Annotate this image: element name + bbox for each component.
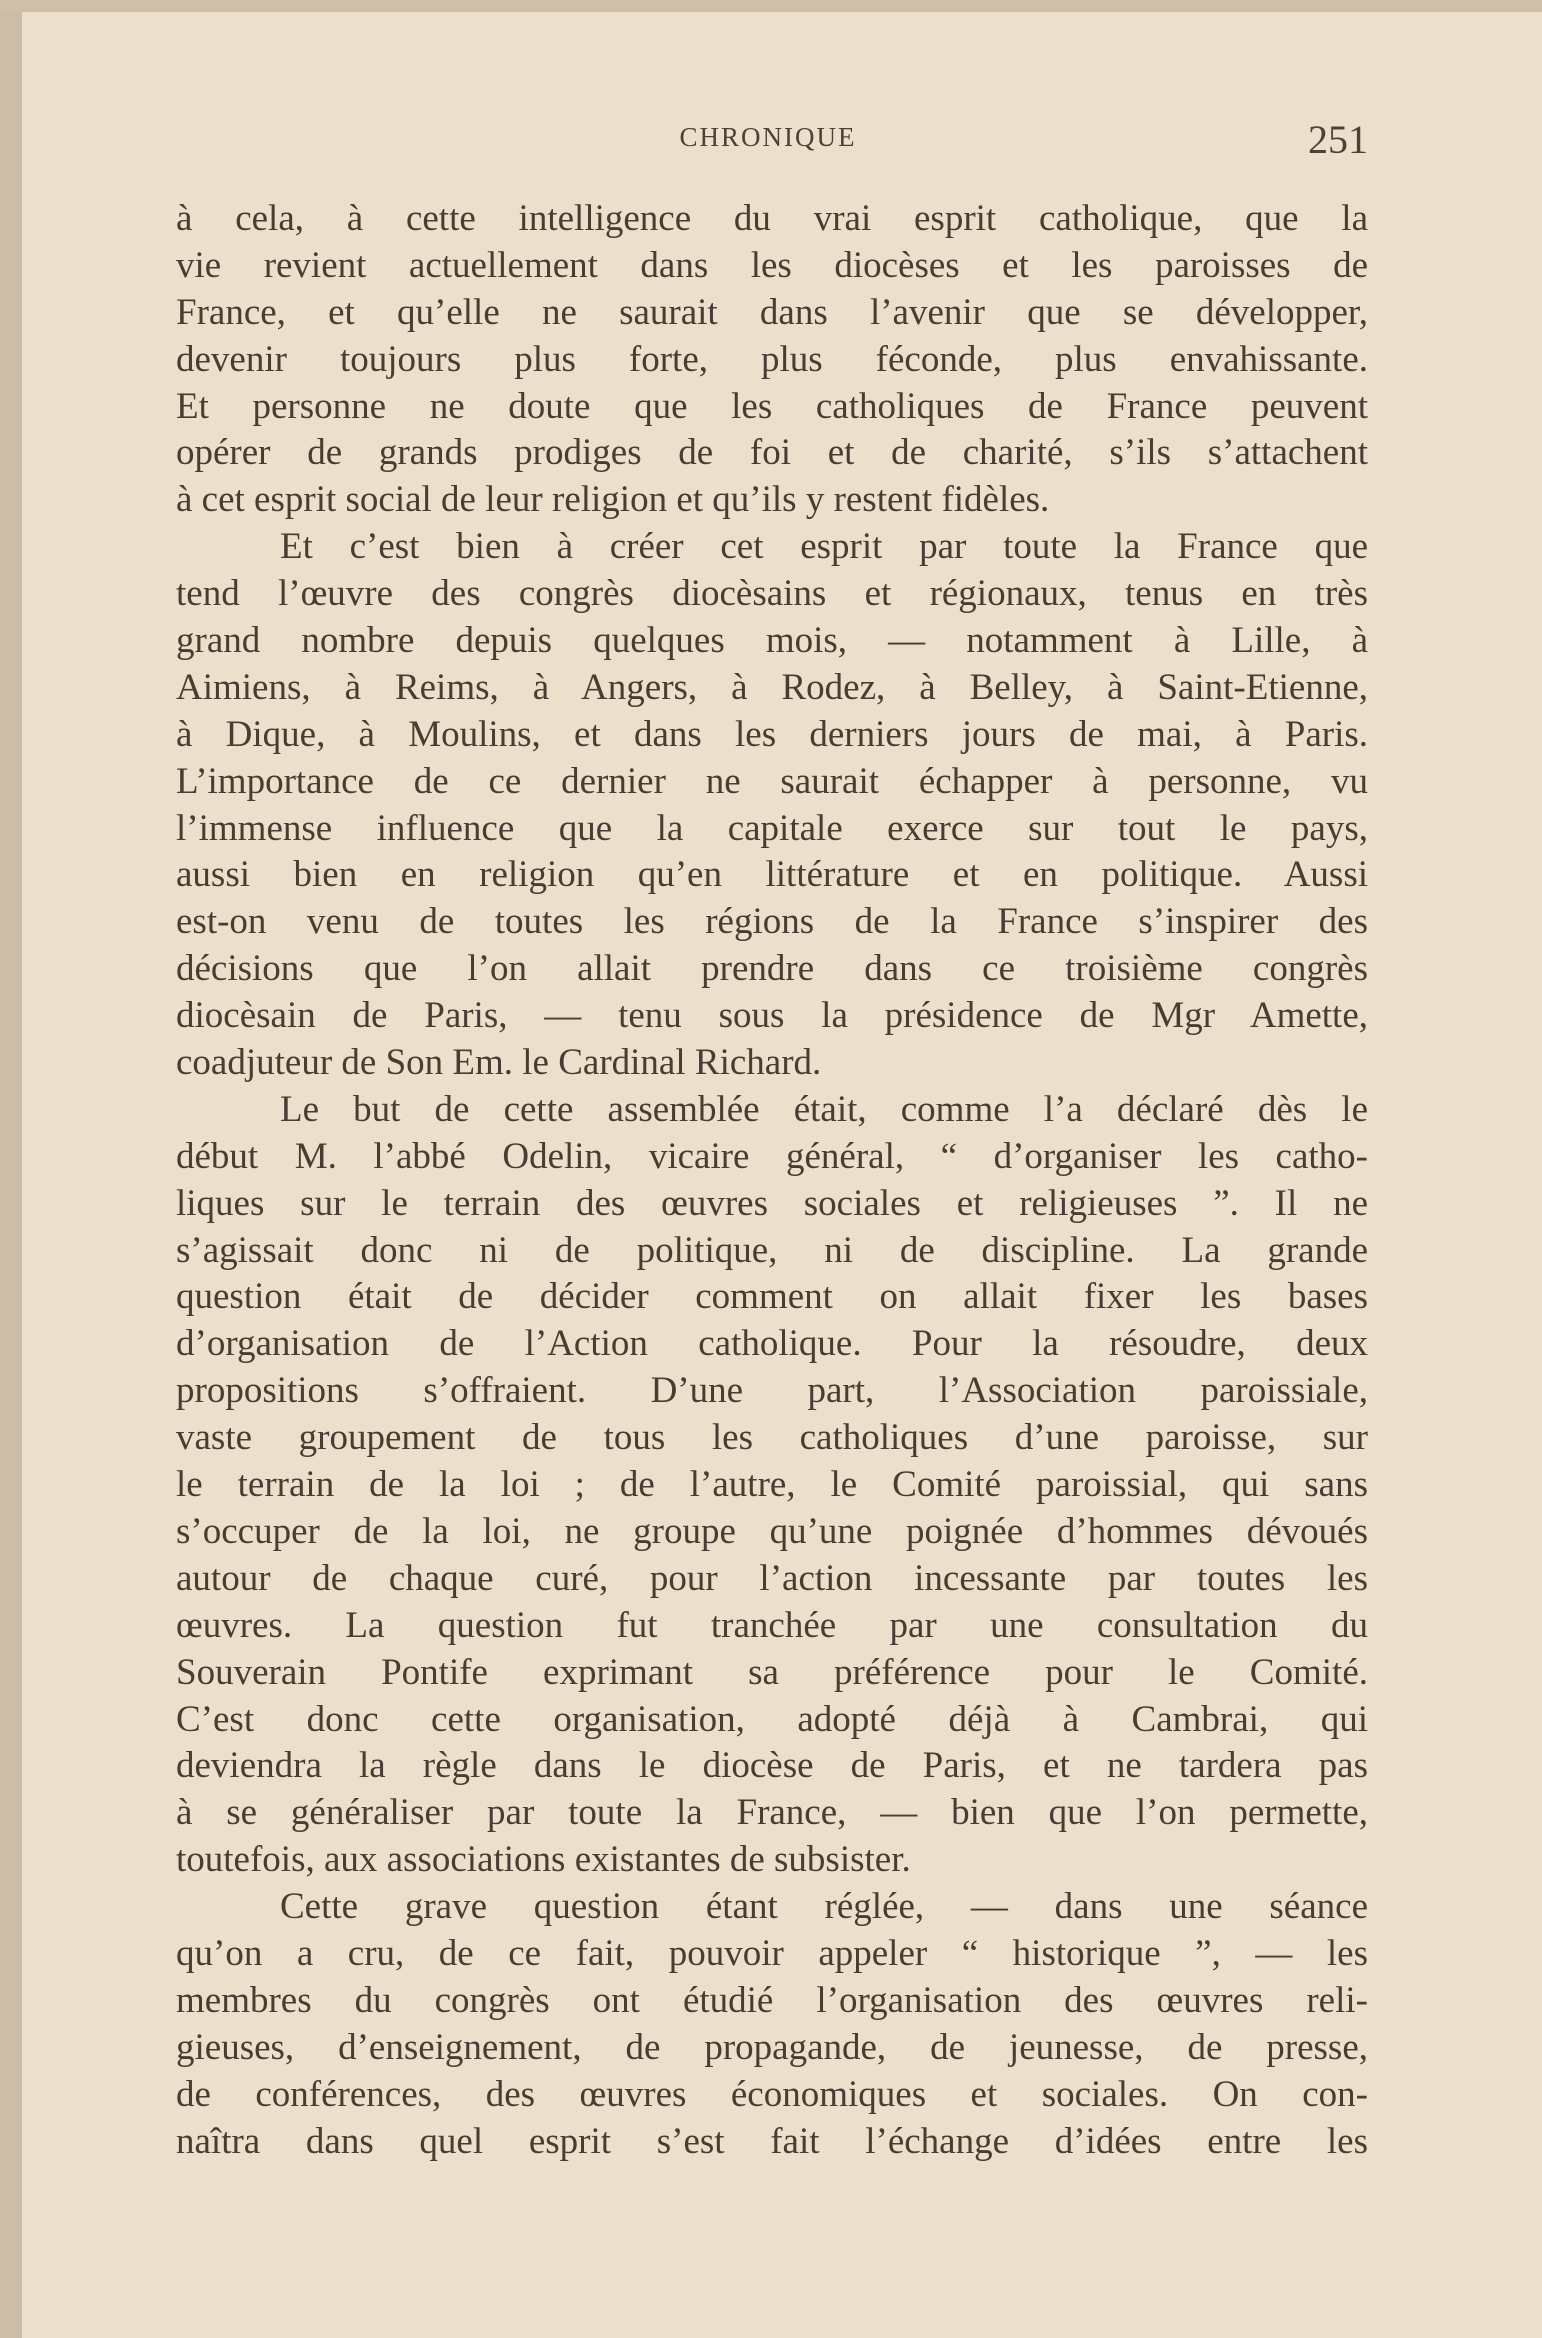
text-line: qu’on a cru, de ce fait, pouvoir appeler “ historique ”, — les (176, 1932, 1368, 1974)
running-head (168, 116, 1368, 162)
text-line: à cet esprit social de leur religion et qu’ils y restent fidèles. (176, 479, 1050, 521)
text-line: d’organisation de l’Action catholique. Pour la résoudre, deux (176, 1323, 1368, 1365)
text-line: autour de chaque curé, pour l’action incessante par toutes les (176, 1557, 1368, 1599)
text-line: à cela, à cette intelligence du vrai esprit catholique, que la (176, 198, 1368, 239)
text-line: grand nombre depuis quelques mois, — notamment à Lille, à (176, 620, 1368, 662)
text-line: tend l’œuvre des congrès diocèsains et régionaux, tenus en très (176, 573, 1368, 615)
text-line: à Dique, à Moulins, et dans les derniers jours de mai, à Paris. (176, 713, 1368, 755)
text-line: le terrain de la loi ; de l’autre, le Comité paroissial, qui sans (176, 1464, 1368, 1506)
text-line: Aimiens, à Reims, à Angers, à Rodez, à Belley, à Saint-Etienne, (176, 666, 1368, 708)
text-line: propositions s’offraient. D’une part, l’Association paroissiale, (176, 1370, 1368, 1412)
text-line: Et personne ne doute que les catholiques de France peuvent (176, 385, 1368, 427)
text-line: coadjuteur de Son Em. le Cardinal Richard. (176, 1042, 822, 1084)
text-line: Cette grave question étant réglée, — dans une séance (280, 1886, 1368, 1928)
text-line: C’est donc cette organisation, adopté déjà à Cambrai, qui (176, 1698, 1368, 1740)
text-line: devenir toujours plus forte, plus féconde, plus envahissante. (176, 338, 1368, 380)
text-line: vaste groupement de tous les catholiques d’une paroisse, sur (176, 1417, 1368, 1459)
text-line: France, et qu’elle ne saurait dans l’avenir que se développer, (176, 291, 1368, 333)
text-line: s’agissait donc ni de politique, ni de discipline. La grande (176, 1229, 1368, 1271)
text-line: œuvres. La question fut tranchée par une consultation du (176, 1604, 1368, 1646)
text-line: question était de décider comment on allait fixer les bases (176, 1276, 1368, 1318)
page-edge-shadow (0, 0, 22, 2338)
text-line: à se généraliser par toute la France, — bien que l’on permette, (176, 1792, 1368, 1834)
text-line: aussi bien en religion qu’en littérature et en politique. Aussi (176, 854, 1368, 896)
text-line: membres du congrès ont étudié l’organisation des œuvres reli- (176, 1979, 1368, 2021)
body-text (176, 196, 1368, 2165)
page-number: 251 (1308, 117, 1368, 162)
text-line: L’importance de ce dernier ne saurait échapper à personne, vu (176, 760, 1368, 802)
text-line: gieuses, d’enseignement, de propagande, de jeunesse, de presse, (176, 2026, 1368, 2068)
text-line: vie revient actuellement dans les diocèses et les paroisses de (176, 244, 1368, 286)
text-line: de conférences, des œuvres économiques et sociales. On con- (176, 2073, 1368, 2115)
text-line: liques sur le terrain des œuvres sociales et religieuses ”. Il ne (176, 1182, 1368, 1224)
text-line: Et c’est bien à créer cet esprit par toute la France que (280, 526, 1368, 568)
running-head-title: CHRONIQUE (679, 122, 857, 152)
text-line: deviendra la règle dans le diocèse de Paris, et ne tardera pas (176, 1745, 1368, 1787)
page-top-shadow (0, 0, 1542, 12)
text-line: diocèsain de Paris, — tenu sous la présidence de Mgr Amette, (176, 995, 1368, 1037)
text-line: début M. l’abbé Odelin, vicaire général, “ d’organiser les catho- (176, 1135, 1368, 1177)
text-line: est-on venu de toutes les régions de la France s’inspirer des (176, 901, 1368, 943)
text-line: Souverain Pontife exprimant sa préférence pour le Comité. (176, 1651, 1368, 1693)
text-line: naîtra dans quel esprit s’est fait l’échange d’idées entre les (176, 2120, 1368, 2162)
text-line: toutefois, aux associations existantes de subsister. (176, 1839, 911, 1881)
text-line: opérer de grands prodiges de foi et de charité, s’ils s’attachent (176, 432, 1368, 474)
text-line: Le but de cette assemblée était, comme l’a déclaré dès le (280, 1088, 1368, 1130)
text-line: l’immense influence que la capitale exerce sur tout le pays, (176, 807, 1368, 849)
text-line: décisions que l’on allait prendre dans ce troisième congrès (176, 948, 1368, 990)
text-line: s’occuper de la loi, ne groupe qu’une poignée d’hommes dévoués (176, 1510, 1368, 1552)
